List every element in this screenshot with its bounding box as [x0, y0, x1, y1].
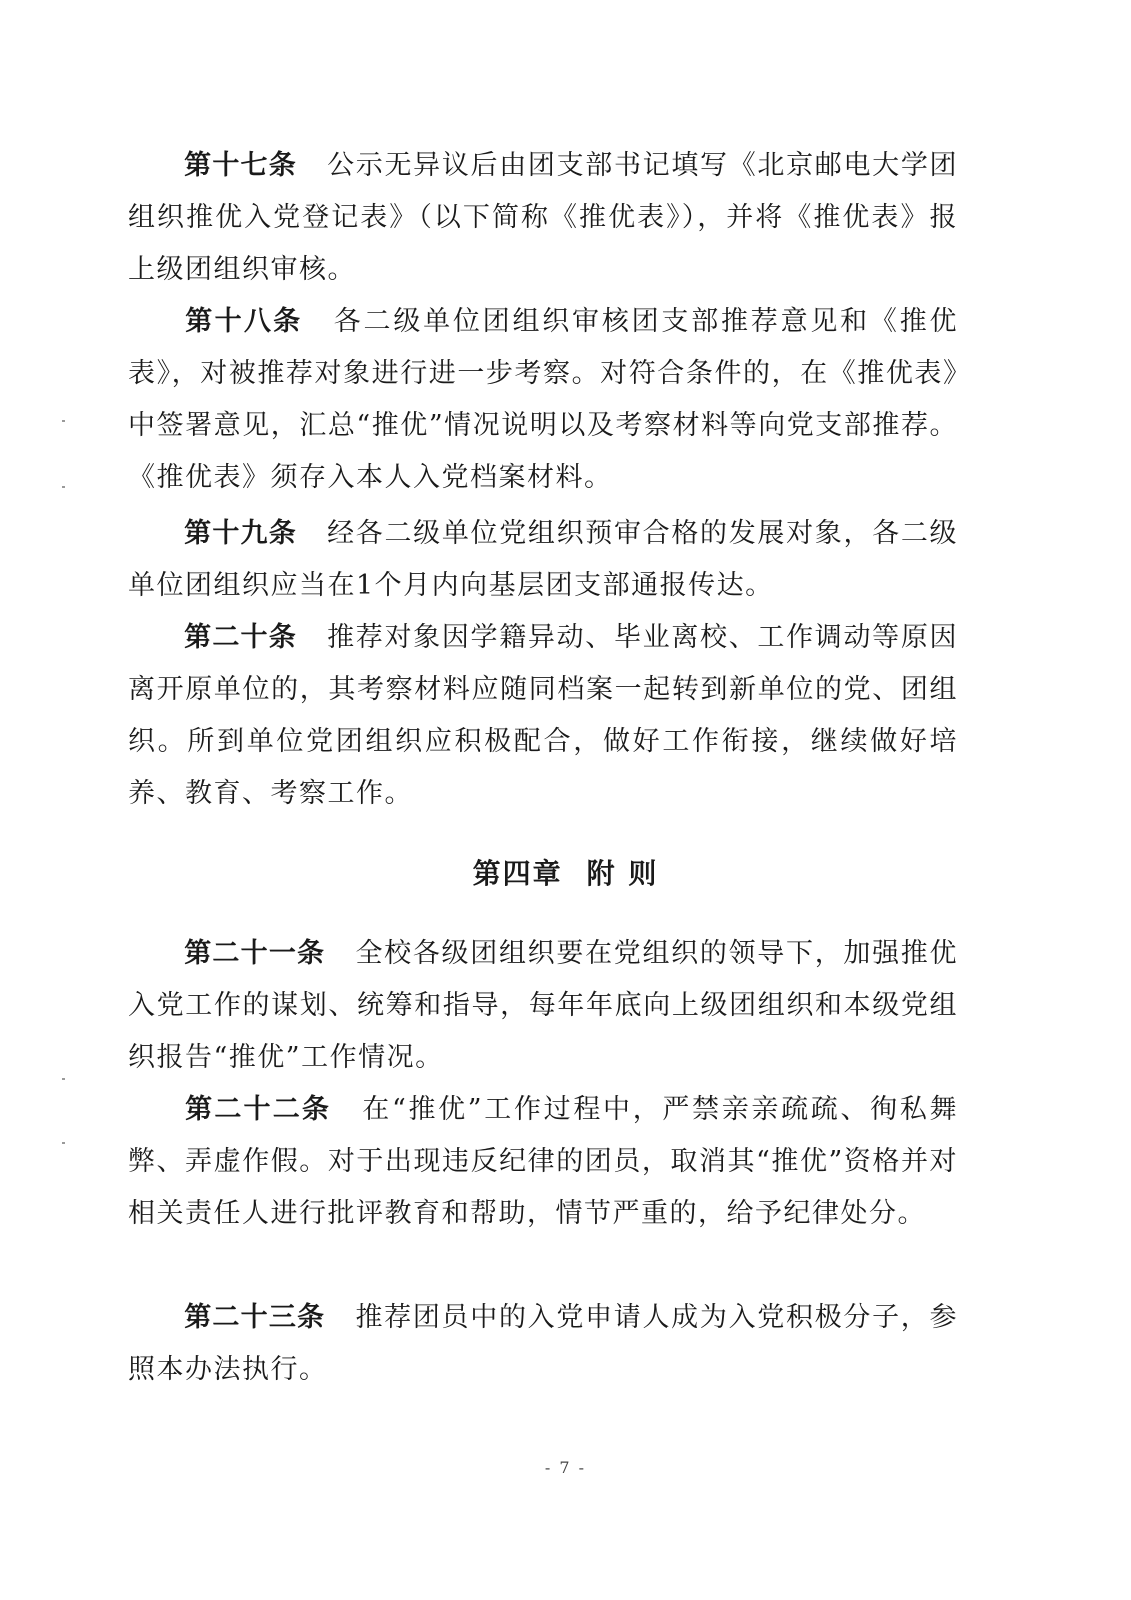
- article-20: [128, 612, 958, 820]
- article-23: [128, 1292, 958, 1396]
- article-text: 推荐团员中的入党申请人成为入党积极分子，参照本办法执行。: [128, 1302, 959, 1385]
- article-text: 全校各级团组织要在党组织的领导下，加强推优入党工作的谋划、统筹和指导，每年年底向上级团组织和本级党组织报告“推优”工作情况。: [128, 938, 959, 1073]
- scan-speck: [62, 1078, 65, 1080]
- scan-speck: [62, 420, 65, 422]
- article-text: 推荐对象因学籍异动、毕业离校、工作调动等原因离开原单位的，其考察材料应随同档案一起转到新单位的党、团组织。所到单位党团组织应积极配合，做好工作衔接，继续做好培养、教育、考察工作。: [128, 622, 959, 809]
- chapter-title: 附 则: [586, 857, 659, 890]
- article-label: 第十七条: [184, 150, 297, 181]
- article-18: [128, 296, 958, 504]
- article-text: 经各二级单位党组织预审合格的发展对象，各二级单位团组织应当在1个月内向基层团支部通报传达。: [128, 518, 959, 601]
- page-number: - 7 -: [544, 1458, 587, 1477]
- article-label: 第十八条: [184, 306, 303, 337]
- article-label: 第二十条: [184, 622, 297, 653]
- article-label: 第二十一条: [184, 938, 326, 969]
- article-text: 在“推优”工作过程中，严禁亲亲疏疏、徇私舞弊、弄虚作假。对于出现违反纪律的团员，取消其“推优”资格并对相关责任人进行批评教育和帮助，情节严重的，给予纪律处分。: [128, 1094, 959, 1229]
- article-21: [128, 928, 958, 1084]
- article-label: 第二十三条: [184, 1302, 326, 1333]
- article-22: [128, 1084, 958, 1240]
- chapter-heading: [0, 852, 1131, 896]
- chapter-number: 第四章: [472, 857, 563, 890]
- article-19: [128, 508, 958, 612]
- article-17: [128, 140, 958, 296]
- article-label: 第十九条: [184, 518, 297, 549]
- scan-speck: [62, 1142, 65, 1144]
- scan-speck: [62, 486, 65, 488]
- article-text: 各二级单位团组织审核团支部推荐意见和《推优表》，对被推荐对象进行进一步考察。对符合条件的，在《推优表》中签署意见，汇总“推优”情况说明以及考察材料等向党支部推荐。《推优表》须存入本人入党档案材料。: [128, 306, 959, 493]
- article-label: 第二十二条: [184, 1094, 332, 1125]
- article-text: 公示无异议后由团支部书记填写《北京邮电大学团组织推优入党登记表》（以下简称《推优表》），并将《推优表》报上级团组织审核。: [128, 150, 959, 285]
